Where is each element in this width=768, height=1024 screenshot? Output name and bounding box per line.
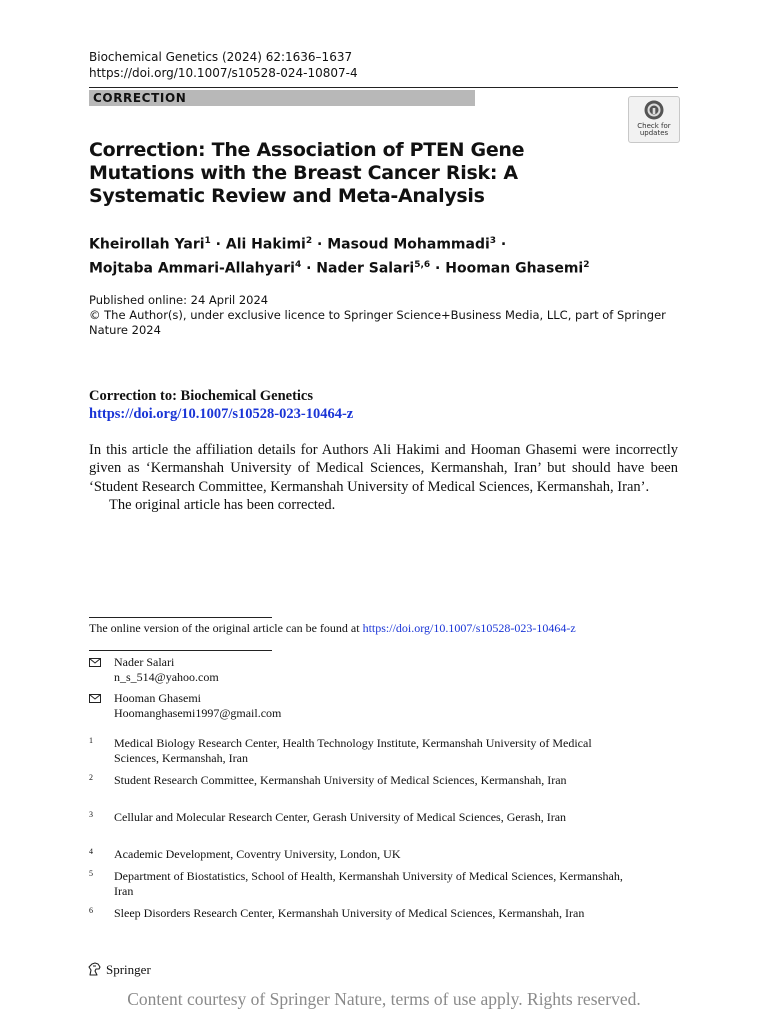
affiliation-text: Student Research Committee, Kermanshah University of Medical Sciences, Kermanshah, Iran (114, 773, 567, 787)
author-name[interactable]: Ali Hakimi (225, 236, 306, 253)
author-affil: 4 (294, 259, 302, 270)
author-name[interactable]: Kheirollah Yari (89, 236, 205, 253)
copyright-notice: © The Author(s), under exclusive licence to Springer Science+Business Media, LLC, part of Springer Nature 2024 (89, 308, 666, 337)
affiliation-number: 5 (89, 869, 93, 878)
author-separator: · (430, 260, 446, 277)
contact-name: Hooman Ghasemi (114, 691, 201, 705)
badge-line-1: Check for (637, 122, 671, 130)
author-separator: · (496, 236, 507, 253)
affiliation-number: 6 (89, 906, 93, 915)
affiliation-number: 2 (89, 773, 93, 782)
correction-reference (89, 387, 353, 423)
author-separator: · (312, 236, 328, 253)
footnote-link[interactable]: https://doi.org/10.1007/s10528-023-10464-z (362, 621, 576, 635)
author-list (89, 231, 649, 278)
article-type-label: CORRECTION (93, 91, 187, 105)
body-paragraph: The original article has been corrected. (109, 496, 336, 513)
author-affil: 2 (305, 236, 313, 246)
published-date: Published online: 24 April 2024 (89, 293, 269, 307)
online-version-footnote (89, 620, 576, 636)
courtesy-watermark: Content courtesy of Springer Nature, terms of use apply. Rights reserved. (127, 989, 641, 1009)
badge-line-2: updates (639, 129, 669, 137)
envelope-icon (89, 658, 101, 667)
affiliation-number: 3 (89, 810, 93, 819)
affiliation-text: Cellular and Molecular Research Center, Gerash University of Medical Sciences, Gerash, Iran (114, 810, 567, 824)
affiliation-text: Department of Biostatistics, School of Health, Kermanshah University of Medical Sciences, Kermanshah, Iran (114, 869, 623, 898)
publisher-mark (87, 961, 151, 979)
envelope-icon (89, 694, 101, 703)
footnote-text: The online version of the original article can be found at (89, 621, 363, 635)
footnote-rule (89, 617, 272, 618)
publisher-name: Springer (106, 962, 151, 977)
springer-horse-icon (87, 961, 103, 977)
contact-email[interactable]: n_s_514@yahoo.com (114, 670, 219, 684)
author-name[interactable]: Hooman Ghasemi (445, 260, 584, 277)
author-separator: · (301, 260, 317, 277)
article-type-banner (89, 90, 475, 106)
author-name[interactable]: Nader Salari (316, 260, 415, 277)
check-for-updates-badge[interactable] (628, 96, 680, 143)
article-body (89, 441, 678, 514)
affiliation-number: 1 (89, 736, 93, 745)
author-affil: 3 (489, 236, 497, 246)
author-line-1 (89, 231, 649, 255)
correction-label: Correction to: Biochemical Genetics (89, 388, 314, 404)
contact-name: Nader Salari (114, 655, 175, 669)
affiliation-text: Sleep Disorders Research Center, Kermanshah University of Medical Sciences, Kermanshah, Iran (114, 906, 585, 920)
journal-header (89, 49, 358, 81)
check-for-updates-icon (644, 100, 664, 120)
affiliation-text: Academic Development, Coventry University, London, UK (114, 847, 401, 861)
original-article-link[interactable]: https://doi.org/10.1007/s10528-023-10464-z (89, 406, 354, 422)
author-name[interactable]: Mojtaba Ammari-Allahyari (89, 260, 295, 277)
publication-meta (89, 293, 679, 338)
author-name[interactable]: Masoud Mohammadi (327, 236, 490, 253)
contact-email[interactable]: Hoomanghasemi1997@gmail.com (114, 706, 282, 720)
header-rule (89, 87, 678, 88)
author-affil: 2 (583, 259, 590, 270)
article-doi: https://doi.org/10.1007/s10528-024-10807-4 (89, 66, 358, 80)
author-affil: 5,6 (414, 259, 431, 270)
body-paragraph: In this article the affiliation details for Authors Ali Hakimi and Hooman Ghasemi were incorrectly given as ‘Kermanshah University of Medical Sciences, Kermanshah, Iran’ but should have been ‘Student Research Committee, Kermanshah University of Medical Sciences, Kermanshah, Iran’. (89, 442, 678, 495)
footnote-rule (89, 650, 272, 651)
journal-citation: Biochemical Genetics (2024) 62:1636–1637 (89, 50, 353, 64)
article-title: Correction: The Association of PTEN Gene Mutations with the Breast Cancer Risk: A Systematic Review and Meta-Analysis (89, 139, 525, 207)
affiliation-text: Medical Biology Research Center, Health Technology Institute, Kermanshah University of Medical Sciences, Kermanshah, Iran (114, 736, 592, 765)
author-separator: · (210, 236, 226, 253)
author-line-2 (89, 255, 649, 279)
affiliation-number: 4 (89, 847, 93, 856)
author-affil: 1 (204, 236, 211, 246)
